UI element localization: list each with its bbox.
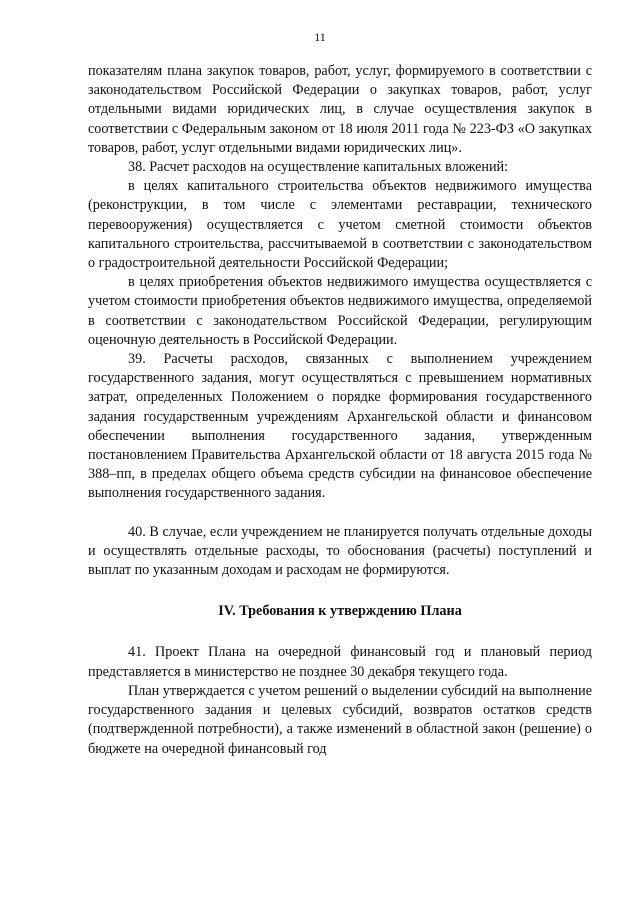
page-number: 11: [314, 30, 326, 44]
document-body: [88, 62, 592, 759]
paragraph-40-no-income: 40. В случае, если учреждением не планируется получать отдельные доходы и осуществлять отдельные расходы, то обоснования (расчеты) поступлений и выплат по указанным доходам и расходам не формируются.: [88, 523, 592, 579]
paragraph-39-state-assignment: 39. Расчеты расходов, связанных с выполнением учреждением государственного задания, могут осуществляться с превышением нормативных затрат, определенных Положением о порядке формирования государственного задания государственным учреждениям Архангельской области и финансовом обеспечении выполнения государственного задания, утвержденным постановлением Правительства Архангельской области от 18 августа 2015 года № 388–пп, в пределах общего объема средств субсидии на финансовое обеспечение выполнения государственного задания.: [88, 351, 592, 502]
paragraph-plan-approval: План утверждается с учетом решений о выделении субсидий на выполнение государственного задания и целевых субсидий, возвратов остатков средств (подтвержденной потребности), а также изменений в областной закон (решение) о бюджете на очередной финансовый год: [88, 682, 592, 757]
paragraph-38-capital-investments: 38. Расчет расходов на осуществление капитальных вложений:: [128, 159, 509, 176]
section-heading-iv: IV. Требования к утверждению Плана: [218, 603, 462, 620]
paragraph-41-plan-submission: 41. Проект Плана на очередной финансовый год и плановый период представляется в министерство не позднее 30 декабря текущего года.: [88, 644, 592, 680]
paragraph-capital-construction: в целях капитального строительства объектов недвижимого имущества (реконструкции, в том числе с элементами реставрации, технического перевооружения) осуществляется с учетом сметной стоимости объектов капитального строительства, рассчитываемой в соответствии с законодательством о градостроительной деятельности Российской Федерации;: [88, 178, 592, 272]
paragraph-real-estate-acquisition: в целях приобретения объектов недвижимого имущества осуществляется с учетом стоимости приобретения объектов недвижимого имущества, определяемой в соответствии с законодательством Российской Федерации, регулирующим оценочную деятельность в Российской Федерации.: [88, 274, 592, 348]
paragraph-procurement-continuation: показателям плана закупок товаров, работ, услуг, формируемого в соответствии с законодательством Российской Федерации о закупках товаров, работ, услуг отдельными видами юридических лиц, в случае осуществления закупок в соответствии с Федеральным законом от 18 июля 2011 года № 223-ФЗ «О закупках товаров, работ, услуг отдельными видами юридических лиц».: [88, 63, 592, 156]
